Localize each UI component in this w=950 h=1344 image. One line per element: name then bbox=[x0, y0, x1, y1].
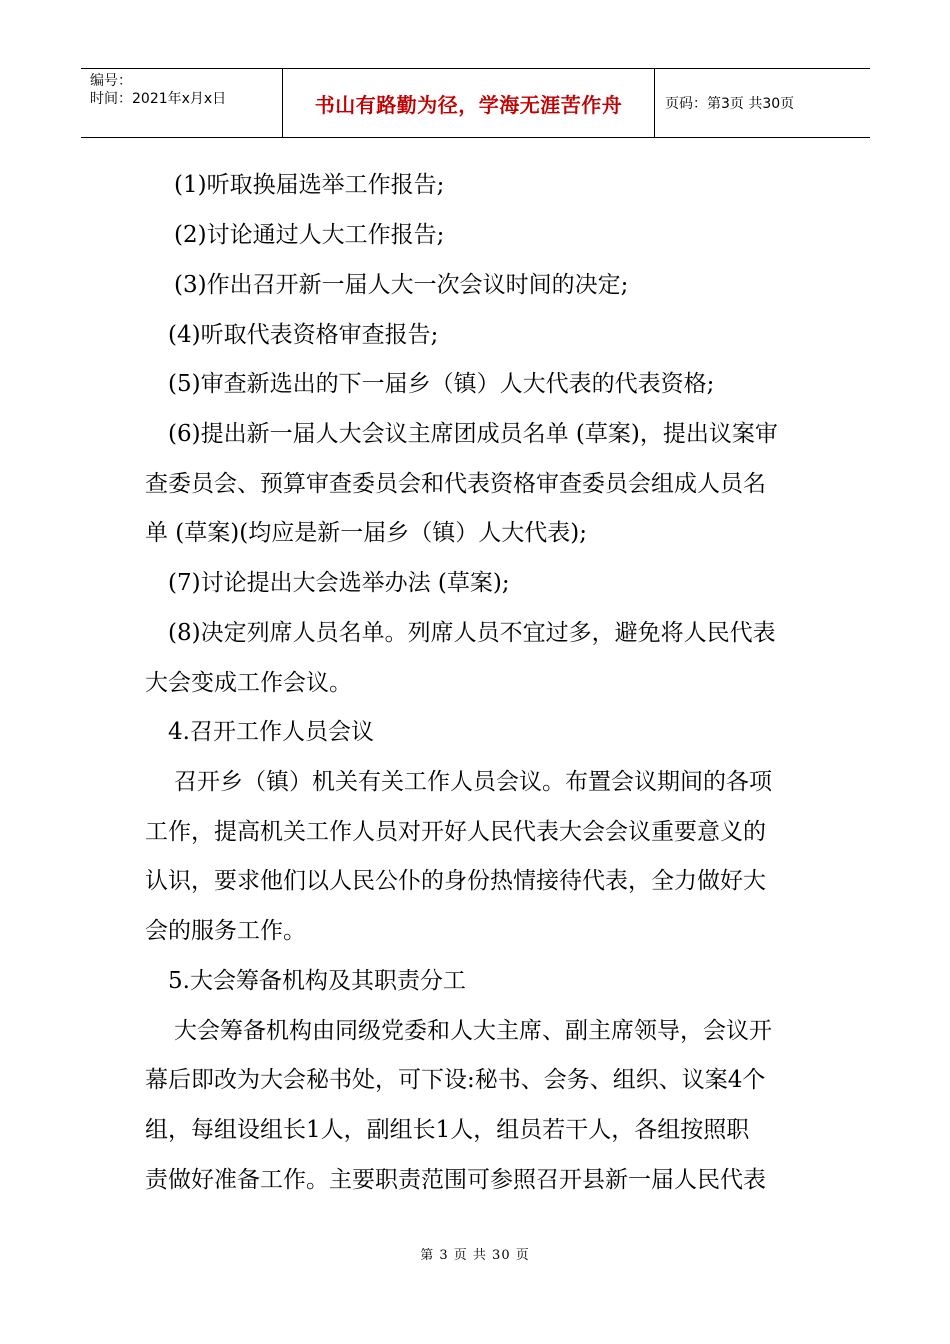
body-line: (4)听取代表资格审查报告; bbox=[168, 322, 439, 348]
header-page-info: 页码：第3页 共30页 bbox=[665, 96, 795, 112]
header-motto: 书山有路勤为径，学海无涯苦作舟 bbox=[283, 69, 655, 137]
body-line: 单 (草案)(均应是新一届乡（镇）人大代表); bbox=[145, 520, 587, 546]
body-line: 认识，要求他们以人民公仆的身份热情接待代表，全力做好大 bbox=[145, 868, 766, 894]
body-line: (6)提出新一届人大会议主席团成员名单 (草案)，提出议案审 bbox=[168, 421, 778, 447]
body-line: (1)听取换届选举工作报告; bbox=[174, 172, 445, 198]
body-line: (3)作出召开新一届人大一次会议时间的决定; bbox=[174, 272, 629, 298]
body-line: 大会变成工作会议。 bbox=[145, 670, 352, 696]
section-heading: 5.大会筹备机构及其职责分工 bbox=[168, 968, 466, 994]
body-line: (7)讨论提出大会选举办法 (草案); bbox=[168, 570, 510, 596]
body-line: 责做好准备工作。主要职责范围可参照召开县新一届人民代表 bbox=[145, 1167, 766, 1193]
page-footer: 第 3 页 共 30 页 bbox=[420, 1248, 530, 1263]
body-line: 工作，提高机关工作人员对开好人民代表大会会议重要意义的 bbox=[145, 819, 766, 845]
body-line: 幕后即改为大会秘书处，可下设:秘书、会务、组织、议案4个 bbox=[145, 1067, 766, 1093]
body-line: (2)讨论通过人大工作报告; bbox=[174, 222, 445, 248]
document-number-label: 编号： bbox=[90, 73, 132, 89]
document-time-label: 时间：2021年x月x日 bbox=[90, 91, 227, 107]
body-line: 会的服务工作。 bbox=[145, 918, 306, 944]
body-line: 查委员会、预算审查委员会和代表资格审查委员会组成人员名 bbox=[145, 471, 766, 497]
body-line: (8)决定列席人员名单。列席人员不宜过多，避免将人民代表 bbox=[168, 620, 776, 646]
body-line: (5)审查新选出的下一届乡（镇）人大代表的代表资格; bbox=[168, 371, 715, 397]
body-line: 大会筹备机构由同级党委和人大主席、副主席领导，会议开 bbox=[174, 1018, 772, 1044]
body-line: 召开乡（镇）机关有关工作人员会议。布置会议期间的各项 bbox=[174, 769, 772, 795]
section-heading: 4.召开工作人员会议 bbox=[168, 719, 374, 745]
page-header bbox=[81, 68, 870, 138]
header-meta-cell bbox=[81, 69, 283, 137]
body-line: 组，每组设组长1人，副组长1人，组员若干人，各组按照职 bbox=[145, 1117, 750, 1143]
